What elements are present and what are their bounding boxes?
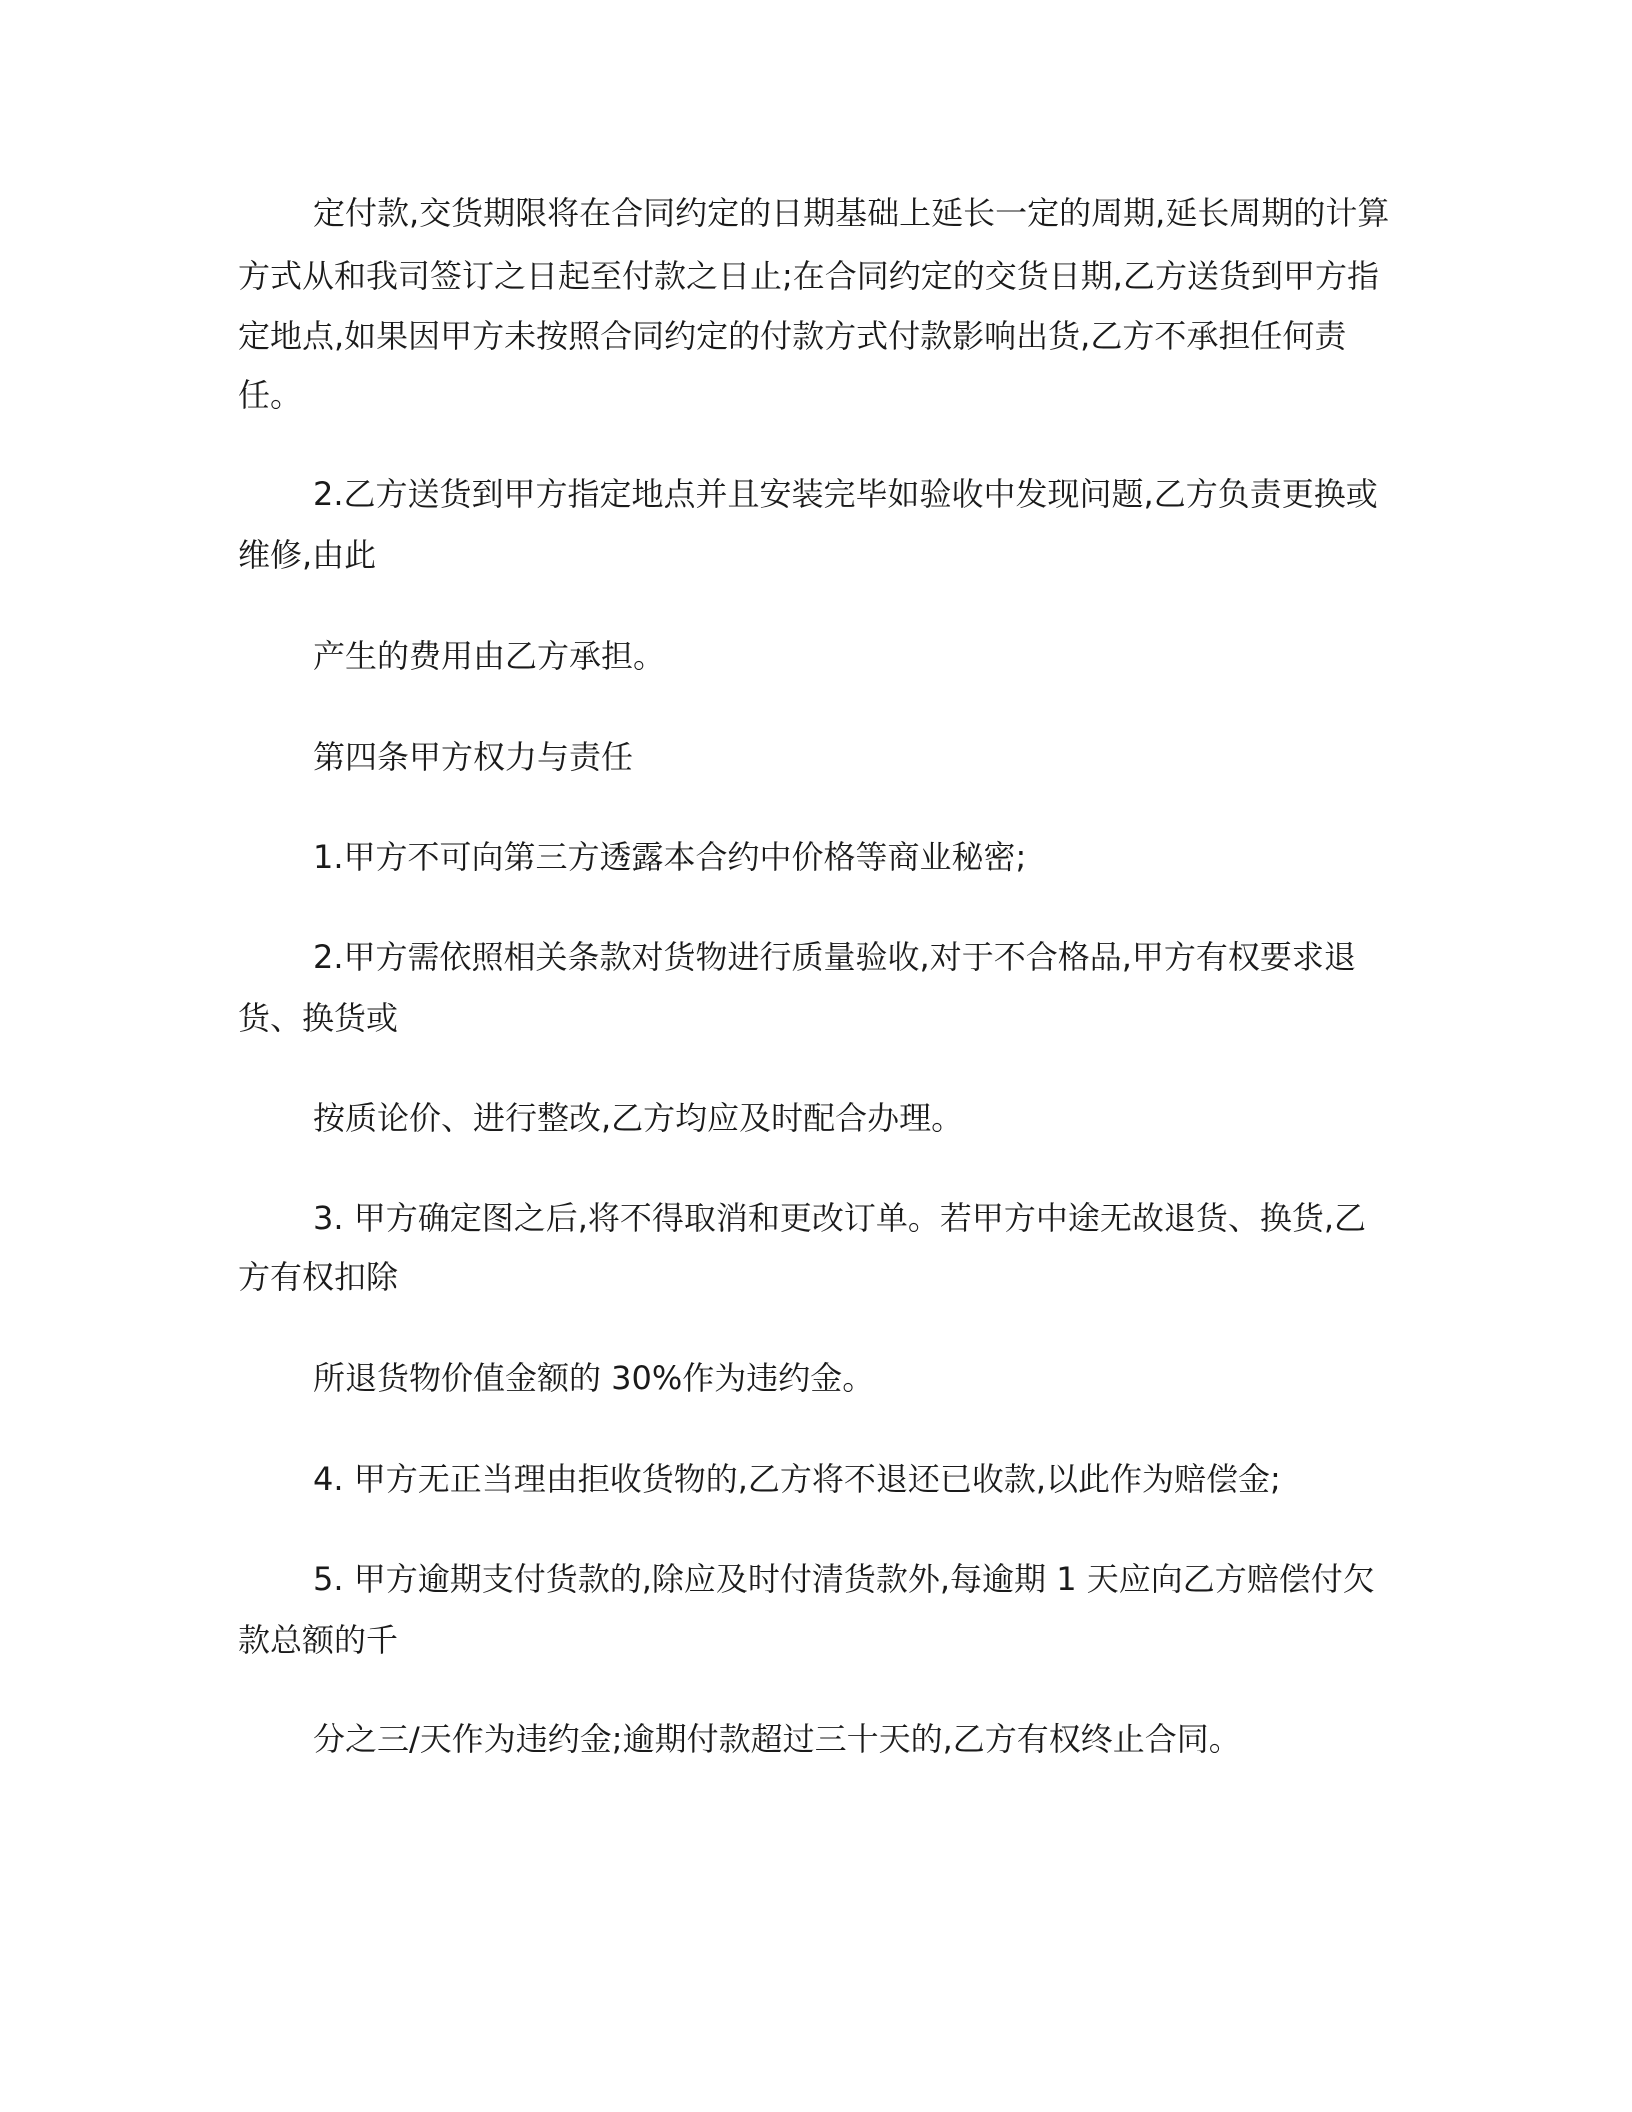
text-line: 产生的费用由乙方承担。 xyxy=(313,637,666,675)
text-line: 定地点,如果因甲方未按照合同约定的付款方式付款影响出货,乙方不承担任何责 xyxy=(238,317,1347,355)
text-line: 方式从和我司签订之日起至付款之日止;在合同约定的交货日期,乙方送货到甲方指 xyxy=(238,257,1379,295)
text-line: 所退货物价值金额的 30%作为违约金。 xyxy=(313,1359,875,1397)
text-line: 定付款,交货期限将在合同约定的日期基础上延长一定的周期,延长周期的计算 xyxy=(313,194,1390,232)
text-line: 1.甲方不可向第三方透露本合约中价格等商业秘密; xyxy=(313,838,1027,876)
section-heading: 第四条甲方权力与责任 xyxy=(313,738,634,776)
text-line: 按质论价、进行整改,乙方均应及时配合办理。 xyxy=(313,1099,964,1137)
text-line: 5. 甲方逾期支付货款的,除应及时付清货款外,每逾期 1 天应向乙方赔偿付欠 xyxy=(313,1560,1375,1598)
text-line: 2.甲方需依照相关条款对货物进行质量验收,对于不合格品,甲方有权要求退 xyxy=(313,938,1356,976)
text-line: 款总额的千 xyxy=(238,1621,399,1659)
text-line: 任。 xyxy=(238,376,303,414)
text-line: 维修,由此 xyxy=(238,536,377,574)
text-line: 4. 甲方无正当理由拒收货物的,乙方将不退还已收款,以此作为赔偿金; xyxy=(313,1460,1281,1498)
text-line: 分之三/天作为违约金;逾期付款超过三十天的,乙方有权终止合同。 xyxy=(313,1720,1241,1758)
text-line: 3. 甲方确定图之后,将不得取消和更改订单。若甲方中途无故退货、换货,乙 xyxy=(313,1199,1367,1237)
text-line: 方有权扣除 xyxy=(238,1258,399,1296)
text-line: 货、换货或 xyxy=(238,999,399,1037)
text-line: 2.乙方送货到甲方指定地点并且安装完毕如验收中发现问题,乙方负责更换或 xyxy=(313,475,1378,513)
